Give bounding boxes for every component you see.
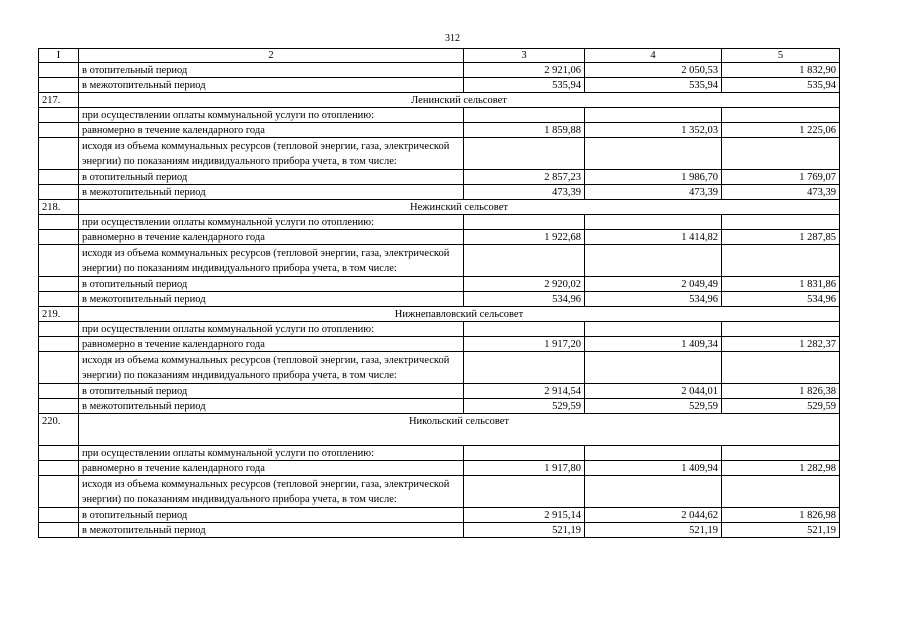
column-header-row: [39, 49, 840, 63]
value-col3: 2 920,02: [464, 277, 585, 292]
value-col5: 1 769,07: [722, 170, 840, 185]
value-col4: 1 409,94: [585, 461, 722, 476]
intro-label: при осуществлении оплаты коммунальной услуги по отоплению:: [79, 446, 464, 461]
section-title: Никольский сельсовет: [79, 414, 840, 446]
value-col5: 535,94: [722, 78, 840, 93]
value-col4: 1 986,70: [585, 170, 722, 185]
value-col3: 534,96: [464, 292, 585, 307]
row-label: в межотопительный период: [79, 399, 464, 414]
value-col5: 1 832,90: [722, 63, 840, 78]
row-label: в отопительный период: [79, 277, 464, 292]
section-title: Нежинский сельсовет: [79, 200, 840, 215]
value-col5: 1 225,06: [722, 123, 840, 138]
value-col5: 1 282,98: [722, 461, 840, 476]
section-index: 220.: [39, 414, 79, 446]
table-row: [39, 476, 840, 508]
row-label: в отопительный период: [79, 508, 464, 523]
value-col4: 1 414,82: [585, 230, 722, 245]
column-header-1: I: [39, 49, 79, 63]
intro-label: при осуществлении оплаты коммунальной услуги по отоплению:: [79, 322, 464, 337]
meter-label: исходя из объема коммунальных ресурсов (тепловой энергии, газа, электрической энергии) по показаниям индивидуального прибора учета, в том числе:: [79, 352, 464, 384]
value-col3: 1 859,88: [464, 123, 585, 138]
row-label: равномерно в течение календарного года: [79, 123, 464, 138]
value-col5: 1 831,86: [722, 277, 840, 292]
row-label: в межотопительный период: [79, 523, 464, 538]
row-label: в отопительный период: [79, 170, 464, 185]
value-col4: 535,94: [585, 78, 722, 93]
value-col5: 529,59: [722, 399, 840, 414]
value-col4: 1 409,34: [585, 337, 722, 352]
value-col3: 1 922,68: [464, 230, 585, 245]
table-row: [39, 78, 840, 93]
table-row: [39, 384, 840, 399]
value-col5: 1 282,37: [722, 337, 840, 352]
meter-label: исходя из объема коммунальных ресурсов (тепловой энергии, газа, электрической энергии) по показаниям индивидуального прибора учета, в том числе:: [79, 245, 464, 277]
row-label: равномерно в течение календарного года: [79, 337, 464, 352]
value-col4: 2 044,01: [585, 384, 722, 399]
section-index: 218.: [39, 200, 79, 215]
intro-label: при осуществлении оплаты коммунальной услуги по отоплению:: [79, 215, 464, 230]
value-col5: 1 287,85: [722, 230, 840, 245]
section-index: 219.: [39, 307, 79, 322]
row-label: в отопительный период: [79, 384, 464, 399]
table-row: [39, 185, 840, 200]
meter-label: исходя из объема коммунальных ресурсов (тепловой энергии, газа, электрической энергии) по показаниям индивидуального прибора учета, в том числе:: [79, 476, 464, 508]
table-row: [39, 277, 840, 292]
intro-label: при осуществлении оплаты коммунальной услуги по отоплению:: [79, 108, 464, 123]
value-col4: 2 049,49: [585, 277, 722, 292]
row-label: равномерно в течение календарного года: [79, 230, 464, 245]
table-row: [39, 337, 840, 352]
column-header-5: 5: [722, 49, 840, 63]
table-row: [39, 352, 840, 384]
table-row: [39, 63, 840, 78]
value-col3: 1 917,80: [464, 461, 585, 476]
tariff-table: [38, 48, 840, 538]
row-label: в межотопительный период: [79, 185, 464, 200]
row-label: в межотопительный период: [79, 292, 464, 307]
value-col4: 534,96: [585, 292, 722, 307]
column-header-3: 3: [464, 49, 585, 63]
table-row: [39, 508, 840, 523]
page-number: 312: [445, 33, 460, 44]
value-col4: 521,19: [585, 523, 722, 538]
value-col5: 1 826,98: [722, 508, 840, 523]
value-col3: 2 914,54: [464, 384, 585, 399]
table-row: [39, 523, 840, 538]
row-label: в отопительный период: [79, 63, 464, 78]
value-col5: 521,19: [722, 523, 840, 538]
table-row: [39, 446, 840, 461]
section-header-row: [39, 414, 840, 446]
value-col5: 1 826,38: [722, 384, 840, 399]
row-label: равномерно в течение календарного года: [79, 461, 464, 476]
table-row: [39, 170, 840, 185]
value-col3: 521,19: [464, 523, 585, 538]
table-row: [39, 138, 840, 170]
table-row: [39, 108, 840, 123]
table-row: [39, 245, 840, 277]
section-header-row: [39, 307, 840, 322]
column-header-4: 4: [585, 49, 722, 63]
section-header-row: [39, 200, 840, 215]
value-col3: 2 915,14: [464, 508, 585, 523]
section-index: 217.: [39, 93, 79, 108]
value-col5: 473,39: [722, 185, 840, 200]
section-header-row: [39, 93, 840, 108]
value-col3: 473,39: [464, 185, 585, 200]
value-col3: 529,59: [464, 399, 585, 414]
value-col4: 473,39: [585, 185, 722, 200]
table-row: [39, 215, 840, 230]
value-col4: 2 044,62: [585, 508, 722, 523]
value-col3: 535,94: [464, 78, 585, 93]
value-col3: 1 917,20: [464, 337, 585, 352]
section-title: Ленинский сельсовет: [79, 93, 840, 108]
table-row: [39, 399, 840, 414]
row-label: в межотопительный период: [79, 78, 464, 93]
value-col3: 2 857,23: [464, 170, 585, 185]
table-row: [39, 292, 840, 307]
table-row: [39, 461, 840, 476]
value-col4: 529,59: [585, 399, 722, 414]
column-header-2: 2: [79, 49, 464, 63]
value-col4: 2 050,53: [585, 63, 722, 78]
table-row: [39, 322, 840, 337]
meter-label: исходя из объема коммунальных ресурсов (тепловой энергии, газа, электрической энергии) по показаниям индивидуального прибора учета, в том числе:: [79, 138, 464, 170]
value-col5: 534,96: [722, 292, 840, 307]
table-row: [39, 230, 840, 245]
table-row: [39, 123, 840, 138]
section-title: Нижнепавловский сельсовет: [79, 307, 840, 322]
value-col3: 2 921,06: [464, 63, 585, 78]
value-col4: 1 352,03: [585, 123, 722, 138]
